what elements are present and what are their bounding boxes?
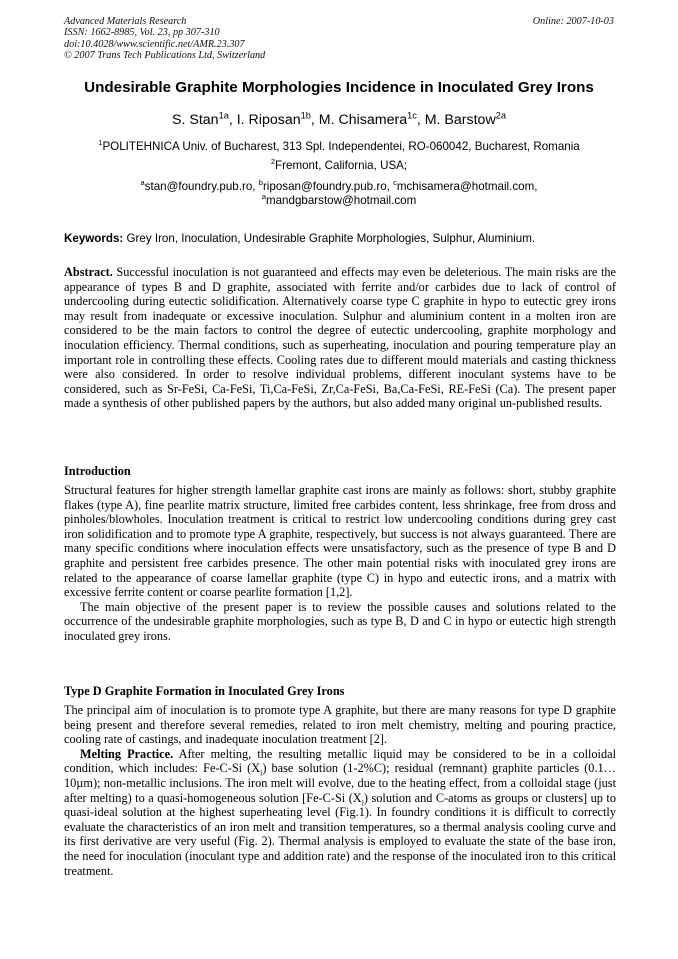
email-link[interactable]: riposan@foundry.pub.ro, — [262, 180, 394, 193]
subscript: i — [361, 798, 364, 808]
run-in-heading: Melting Practice. — [80, 746, 174, 761]
author-name: I. Riposan — [236, 112, 301, 128]
abstract-text: Successful inoculation is not guaranteed and effects may even be deleterious. The main risks are the appearance of types B and D graphite, associated with ferrite and/or carbides due to lack of control of undercooling during eutectic solidification. Alternatively coarse type C graphite in hypo to eutectic grey irons may result from inadequate or excessive inoculation. Sulphur and aluminium content in a molten iron are considered to be the main factors to control the degree of eutectic undercooling, graphite morphology and inoculation efficiency. Thermal conditions, such as superheating, inoculation and pouring temperature play an important role in controlling these effects. Cooling rates due to different mould materials and casting thickness were also considered. In order to resolve individual problems, different inoculant systems have to be considered, such as Sr-FeSi, Ca-FeSi, Ti,Ca-FeSi, Zr,Ca-FeSi, Ba,Ca-FeSi, RE-FeSi (Ca). The present paper made a synthesis of other published papers by the authors, but also added many original un-published results. — [64, 265, 616, 411]
email-link[interactable]: stan@foundry.pub.ro, — [144, 180, 259, 193]
paper-title: Undesirable Graphite Morphologies Incidence in Inoculated Grey Irons — [84, 79, 594, 96]
abstract-label: Abstract. — [64, 265, 113, 279]
section-heading-introduction: Introduction — [64, 464, 131, 478]
email-mark: a — [140, 178, 145, 188]
subscript: i — [260, 768, 263, 778]
author-separator: , — [310, 112, 319, 128]
paragraph: The principal aim of inoculation is to promote type A graphite, but there are many reasons for type D graphite being present and therefore several remedies, related to iron melt chemistry, melting and pouring practice, cooling rate of castings, and inadequate inoculation treatment [2]. — [64, 703, 616, 747]
author-separator: , — [416, 112, 425, 128]
section-type-d — [64, 703, 616, 878]
affiliation-2 — [0, 159, 678, 173]
text-run: ) base solution (1-2%C); residual (remnant) graphite particles (0.1…10µm); non-metallic inclusions. The iron melt will evolve, due to the heating effect, from a colloidal stage (just after melting) to a quasi-homogeneous solution [Fe-C-Si (X — [64, 761, 616, 805]
author-name: M. Chisamera — [318, 112, 408, 128]
section-introduction — [64, 483, 616, 644]
affil-mark: 1 — [98, 138, 103, 148]
affiliation-1 — [0, 140, 678, 154]
email-mark: b — [258, 178, 263, 188]
author-name: S. Stan — [172, 112, 219, 128]
keywords-label: Keywords: — [64, 232, 124, 245]
online-date: Online: 2007-10-03 — [532, 16, 614, 27]
author-affil-mark: 1a — [218, 110, 229, 121]
author-name: M. Barstow — [424, 112, 496, 128]
affil-text: POLITEHNICA Univ. of Bucharest, 313 Spl. Independentei, RO-060042, Bucharest, Romania — [102, 140, 580, 153]
author-affil-mark: 1c — [407, 110, 417, 121]
journal-copyright: © 2007 Trans Tech Publications Ltd, Switzerland — [64, 50, 266, 62]
email-mark: c — [393, 178, 397, 188]
author-list — [0, 112, 678, 128]
author-affil-mark: 2a — [495, 110, 506, 121]
paragraph-melting-practice — [64, 747, 616, 878]
journal-header — [64, 16, 265, 62]
author-separator: , — [228, 112, 237, 128]
email-link[interactable]: mandgbarstow@hotmail.com — [265, 194, 417, 207]
abstract-paragraph — [64, 265, 616, 411]
text-run: ) solution and C-atoms as groups or clusters] up to quasi-ideal solution at the highest superheating level (Fig.1). In foundry conditions it is difficult to correctly evaluate the characteristics of an iron melt and transition temperatures, so a thermal analysis cooling curve and its first derivative are very useful (Fig. 2). Thermal analysis is employed to evaluate the state of the base iron, the need for inoculation (inoculant type and addition rate) and the response of the inoculated iron to this critical treatment. — [64, 790, 616, 878]
keywords-text: Grey Iron, Inoculation, Undesirable Graphite Morphologies, Sulphur, Aluminium. — [123, 232, 536, 245]
paragraph: The main objective of the present paper is to review the possible causes and solutions related to the occurrence of the undesirable graphite morphologies, such as type B, D and C in hypo or eutectic high strength inoculated grey irons. — [64, 599, 616, 643]
paragraph: Structural features for higher strength lamellar graphite cast irons are mainly as follows: short, stubby graphite flakes (type A), fine pearlite matrix structure, limited free carbides content, less shrinkage, free from dross and pinholes/blowholes. Inoculation treatment is critical to restrict low undercooling conditions during grey cast iron solidification and to promote type A graphite, respectively, but success is not always guaranteed. There are many specific conditions where inoculation effects were unsatisfactory, such as the presence of type B and D graphite and persistent free carbides presence. The other main potential risks with inoculated grey irons are related to the appearance of coarse lamellar graphite (type C) in hypo and eutectic irons, and a matrix with excessive ferrite content or coarse pearlite formation [1,2]. — [64, 483, 616, 600]
email-mark: a — [261, 192, 266, 202]
email-line — [0, 194, 678, 208]
journal-name: Advanced Materials Research — [64, 16, 187, 27]
section-heading-type-d: Type D Graphite Formation in Inoculated Grey Irons — [64, 684, 345, 698]
affil-text: Fremont, California, USA; — [275, 159, 408, 172]
author-affil-mark: 1b — [300, 110, 311, 121]
email-line — [0, 180, 678, 194]
email-link[interactable]: mchisamera@hotmail.com, — [396, 180, 538, 193]
journal-issn: ISSN: 1662-8985, Vol. 23, pp 307-310 — [64, 27, 220, 39]
email-block — [0, 180, 678, 208]
journal-doi: doi:10.4028/www.scientific.net/AMR.23.307 — [64, 38, 245, 50]
keywords — [64, 232, 616, 245]
abstract — [64, 265, 616, 411]
text-run: After melting, the resulting metallic liquid may be considered to be in a colloidal condition, which includes: Fe-C-Si (X — [64, 746, 616, 776]
affil-mark: 2 — [270, 157, 276, 167]
